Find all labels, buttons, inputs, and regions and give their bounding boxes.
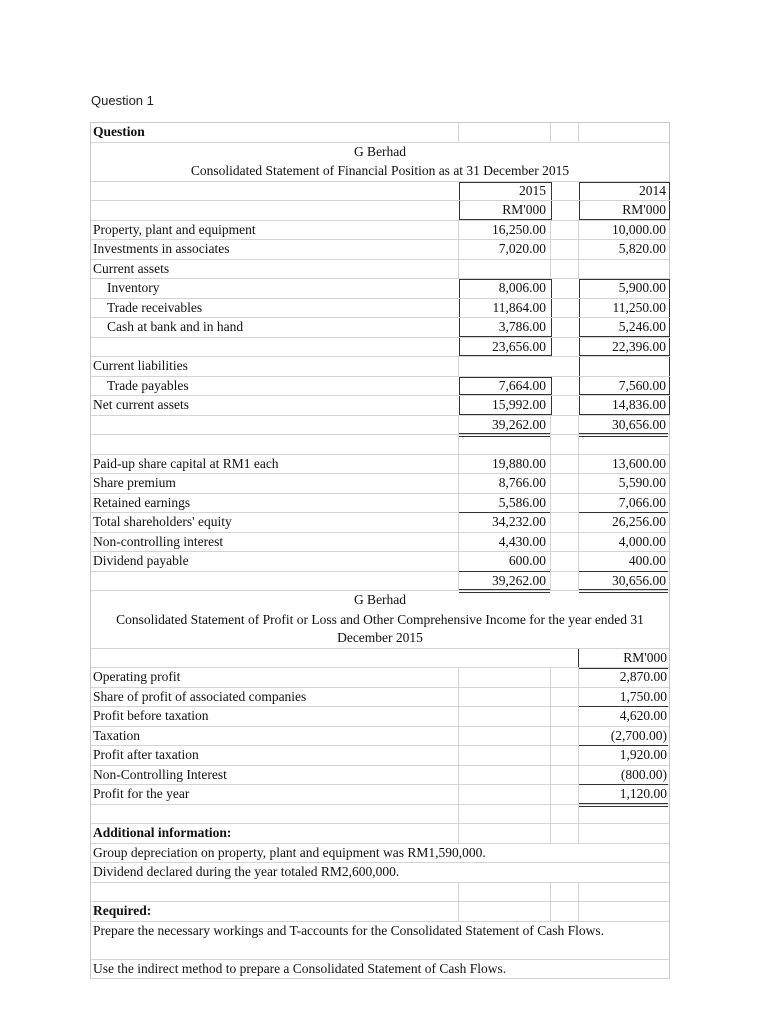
row-label: Non-controlling interest [93, 533, 224, 549]
sopl-row [91, 766, 669, 786]
unit-2014: RM'000 [622, 202, 666, 217]
sofp-row [91, 513, 669, 533]
additional-heading: Additional information: [93, 825, 232, 840]
value-2014: 5,246.00 [618, 319, 666, 334]
row-value: (800.00) [620, 766, 667, 782]
value-2014: 7,066.00 [618, 494, 666, 510]
sofp-title: Consolidated Statement of Financial Position as at 31 December 2015 [190, 163, 570, 178]
row-label: Paid-up share capital at RM1 each [93, 455, 279, 471]
row-label: Taxation [93, 727, 141, 743]
row-label: Current assets [93, 260, 170, 276]
spacer-row [91, 435, 669, 455]
value-2015: 15,992.00 [492, 397, 546, 412]
value-2015: 11,864.00 [492, 299, 546, 315]
required-heading: Required: [93, 903, 152, 918]
value-2014: 10,000.00 [612, 221, 666, 237]
sopl-row [91, 688, 669, 708]
sofp-row [91, 240, 669, 260]
row-label: Profit after taxation [93, 747, 199, 762]
value-2015: 39,262.00 [492, 416, 546, 432]
additional-text: Dividend declared during the year totaled RM2,600,000. [93, 864, 400, 879]
sofp-subtotal-row [91, 338, 669, 358]
sopl-row [91, 746, 669, 766]
row-label: Trade payables [107, 377, 189, 393]
row-value: 1,920.00 [619, 747, 667, 762]
value-2015: 600.00 [508, 553, 546, 568]
value-2014: 22,396.00 [612, 338, 666, 354]
row-label: Total shareholders' equity [93, 514, 232, 529]
sofp-total-row [91, 416, 669, 436]
value-2014: 7,560.00 [618, 377, 666, 393]
spacer-row [91, 805, 669, 825]
sofp-row [91, 260, 669, 280]
value-2015: 34,232.00 [492, 514, 546, 529]
company-name: G Berhad [353, 143, 407, 159]
sofp-row [91, 377, 669, 397]
row-label: Current liabilities [93, 358, 188, 373]
row-label: Profit for the year [93, 786, 190, 801]
value-2014: 4,000.00 [618, 533, 666, 549]
required-line [91, 960, 669, 980]
value-2014: 11,250.00 [612, 299, 666, 315]
value-2014: 5,900.00 [618, 280, 666, 295]
additional-line [91, 844, 669, 864]
additional-line [91, 863, 669, 883]
sopl-unit: RM'000 [623, 649, 667, 665]
value-2015: 4,430.00 [498, 533, 546, 549]
row-label: Property, plant and equipment [93, 221, 256, 237]
sopl-row [91, 668, 669, 688]
row-label: Share of profit of associated companies [93, 688, 307, 704]
year-2015: 2015 [519, 182, 546, 198]
row-value: 1,750.00 [619, 688, 667, 704]
value-2014: 13,600.00 [612, 455, 666, 471]
sopl-title-row [91, 611, 669, 649]
required-line [91, 922, 669, 960]
sopl-row [91, 785, 669, 805]
value-2015: 19,880.00 [492, 455, 546, 471]
value-2015: 3,786.00 [498, 319, 546, 334]
sofp-row [91, 357, 669, 377]
row-label: Dividend payable [93, 553, 189, 568]
value-2014: 5,590.00 [618, 475, 666, 490]
sofp-row [91, 552, 669, 572]
value-2015: 8,006.00 [498, 280, 546, 295]
page-heading: Question 1 [91, 93, 154, 108]
sofp-row [91, 494, 669, 514]
sofp-row [91, 318, 669, 338]
value-2014: 14,836.00 [612, 397, 666, 412]
row-label: Cash at bank and in hand [107, 319, 244, 334]
value-2014: 400.00 [628, 553, 666, 568]
value-2015: 8,766.00 [498, 475, 546, 490]
row-value: (2,700.00) [610, 727, 667, 743]
spacer-row [91, 883, 669, 903]
sofp-row [91, 221, 669, 241]
sopl-company-name: G Berhad [353, 592, 407, 607]
value-2015: 39,262.00 [492, 572, 546, 588]
row-label: Share premium [93, 475, 176, 490]
company-row [91, 143, 669, 163]
sofp-row [91, 474, 669, 494]
row-label: Trade receivables [107, 299, 203, 315]
row-label: Profit before taxation [93, 708, 209, 723]
required-text: Prepare the necessary workings and T-accounts for the Consolidated Statement of Cash Flows. [93, 922, 605, 938]
sopl-row [91, 727, 669, 747]
value-2014: 5,820.00 [618, 241, 666, 256]
sofp-row [91, 533, 669, 553]
value-2014: 26,256.00 [612, 514, 666, 529]
required-text: Use the indirect method to prepare a Consolidated Statement of Cash Flows. [93, 960, 507, 976]
question-sheet [90, 122, 670, 979]
sofp-row [91, 455, 669, 475]
additional-text: Group depreciation on property, plant and equipment was RM1,590,000. [93, 844, 486, 860]
sopl-unit-row [91, 649, 669, 669]
year-2014: 2014 [639, 182, 666, 198]
row-value: 1,120.00 [619, 786, 667, 801]
required-heading-row [91, 902, 669, 922]
question-header-row [91, 122, 669, 143]
sofp-row [91, 396, 669, 416]
sofp-row [91, 279, 669, 299]
row-label: Net current assets [93, 397, 189, 412]
year-row [91, 182, 669, 202]
sopl-title: Consolidated Statement of Profit or Loss and Other Comprehensive Income for the year ended 31 December 2015 [116, 611, 644, 645]
row-label: Retained earnings [93, 494, 191, 510]
value-2015: 16,250.00 [492, 221, 546, 237]
row-label: Inventory [107, 280, 160, 295]
sopl-row [91, 707, 669, 727]
row-label: Operating profit [93, 669, 181, 684]
row-value: 4,620.00 [619, 708, 667, 723]
row-label: Non-Controlling Interest [93, 766, 227, 782]
additional-heading-row [91, 824, 669, 844]
unit-2015: RM'000 [502, 202, 546, 217]
value-2014: 30,656.00 [612, 572, 666, 588]
row-value: 2,870.00 [619, 669, 667, 684]
value-2015: 7,664.00 [498, 377, 546, 393]
row-label: Investments in associates [93, 241, 230, 256]
sopl-company-row [91, 591, 669, 611]
sofp-title-row [91, 162, 669, 182]
sofp-row [91, 299, 669, 319]
value-2015: 23,656.00 [492, 338, 546, 354]
unit-row [91, 201, 669, 221]
sofp-total-row [91, 572, 669, 592]
value-2015: 7,020.00 [498, 241, 546, 256]
value-2015: 5,586.00 [498, 494, 546, 510]
value-2014: 30,656.00 [612, 416, 666, 432]
question-label: Question [93, 124, 145, 139]
